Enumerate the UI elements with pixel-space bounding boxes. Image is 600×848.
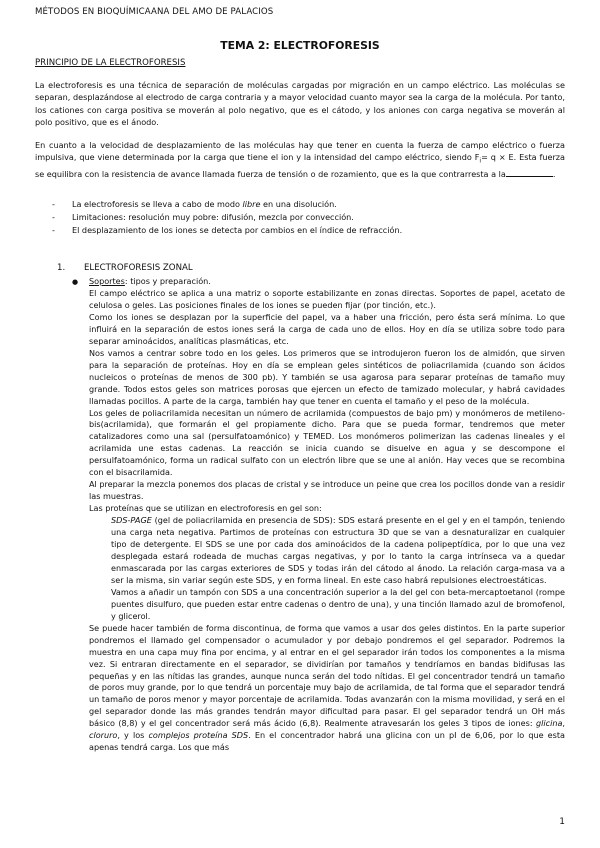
section-heading: PRINCIPIO DE LA ELECTROFORESIS	[35, 58, 186, 68]
paragraph: Como los iones se desplazan por la superficie del papel, va a haber una fricción, pero ésta será mínima. Lo que influirá en la separación de estos iones será la carga de cada uno de ellos. Hoy en día se utiliza sobre todo para separar aminoácidos, analíticas plasmáticas, etc.	[89, 311, 565, 346]
intro-paragraph: La electroforesis es una técnica de separación de moléculas cargadas por migración en un campo eléctrico. Las moléculas se separan, desplazándose al electrodo de carga contraria y a mayor velocidad cuanto mayor sea la carga de la molécula. Por tanto, los cationes con carga positiva se moverán al polo negativo, que es el cátodo, y los aniones con carga negativa se moverán al polo positivo, que es el ánodo.	[35, 80, 565, 128]
body-text	[89, 288, 565, 754]
dash-list	[52, 198, 562, 238]
force-subscript: i	[479, 158, 482, 166]
bullet-icon: ●	[72, 278, 79, 286]
paragraph: Al preparar la mezcla ponemos dos placas de cristal y se introduce un peine que crea los pocillos donde van a residir las muestras.	[89, 479, 565, 502]
paragraph: Vamos a añadir un tampón con SDS a una concentración superior a la del gel con beta-mercaptoetanol (rompe puentes disulfuro, que pueden estar entre cadenas o dentro de una), y una tinción llamado azul de bromofenol, y glicerol.	[111, 586, 565, 621]
paragraph: Nos vamos a centrar sobre todo en los geles. Los primeros que se introdujeron fueron los de almidón, que sirven para la separación de proteínas. Hoy en día se emplean geles sintéticos de poliacrilamida (cuando son ácidos nucleicos o proteínas de menos de 300 pb). Y también se usa agarosa para separar proteínas de tamaño muy grande. Todos estos geles son matrices porosas que ejercen un efecto de tamizado molecular, y habrá cavidades llamadas pocillos. A parte de la carga, también hay que tener en cuenta el tamaño y el peso de la molécula.	[89, 347, 565, 406]
section-1-heading	[57, 263, 193, 273]
fill-in-blank	[506, 176, 553, 177]
paragraph-discontinuous: Se puede hacer también de forma discontinua, de forma que vamos a usar dos geles distintos. En la parte superior pondremos el llamado gel compensador o acumulador y por debajo pondremos el gel separador. Podremos la muestra en una capa muy fina por encima, y al entrar en el gel separador irán todos los componentes a la misma vez. Si entraran directamente en el separador, se dividirían por tamaños y tendríamos en bandas bidifusas las pequeñas y en las nítidas las grandes, aunque nunca serán del todo nítidas. El gel concentrador tendrá un tamaño de poros muy grande, por lo que tendrá un porcentaje muy bajo de acrilamida, de tal forma que el separador tendrá un tamaño de poros menor y mayor porcentaje de acrilamida. Todas avanzarán con la misma movilidad, y será en el gel separador donde las más grandes tendrán mayor dificultad para pasar. El gel separador tendrá un OH más básico (8,8) y el gel concentrador será más ácido (6,8). Realmente atravesarán los geles 3 tipos de iones: glicina, cloruro, y los complejos proteína SDS. En el concentrador habrá una glicina con un pI de 6,06, por lo que esta apenas tendrá carga. Los que más	[89, 622, 566, 753]
bullet-label: Soportes	[89, 276, 125, 286]
list-item: - La electroforesis se lleva a cabo de modo libre en una disolución.	[52, 198, 562, 211]
paragraph: El campo eléctrico se aplica a una matriz o soporte estabilizante en zonas directas. Soportes de papel, acetato de celulosa o geles. Las posiciones finales de los iones se pueden fijar (por tinción, etc.).	[89, 288, 565, 310]
bullet-soportes: ● Soportes: tipos y preparación.	[72, 276, 211, 286]
force-paragraph: En cuanto a la velocidad de desplazamiento de las moléculas hay que tener en cuenta la fuerza de campo eléctrico o fuerza impulsiva, que viene determinada por la carga que tiene el ion y la intensidad del campo eléctrico, siendo $F_i= q \times E$. Esta fuerza se equilibra con la resistencia de avance llamada fuerza de tensión o de rozamiento, que es la que contrarresta a la .	[35, 140, 565, 180]
paragraph: Los geles de poliacrilamida necesitan un número de acrilamida (compuestos de bajo pm) y monómeros de metileno-bis(acrilamida), que formarán el gel propiamente dicho. Para que se pueda formar, tendremos que meter catalizadores como una sal (persulfatoamónico) y TEMED. Los monómeros polimerizan las cadenas lineales y el acrilamida une estas cadenas. La reacción se inicia cuando se disuelve en agua y se descompone el persulfatoamónico, forma un radical sulfato con un electrón libre que se une al anión. Hay veces que se recombina con el bisacrilamida.	[89, 407, 565, 478]
paragraph: Las proteínas que se utilizan en electroforesis en gel son:	[89, 503, 322, 514]
page-title: TEMA 2: ELECTROFORESIS	[220, 39, 380, 52]
page-number: 1	[559, 817, 565, 827]
list-item: - Limitaciones: resolución muy pobre: difusión, mezcla por convección.	[52, 211, 562, 224]
section-number: 1.	[57, 263, 66, 273]
paragraph-sds-page: SDS-PAGE (gel de poliacrilamida en presencia de SDS): SDS estará presente en el gel y en el tampón, teniendo una carga neta negativa. Partimos de proteínas con estructura 3D que se van a desnaturalizar en cualquier tipo de detergente. El SDS se une por cada dos aminoácidos de la cadena polipeptídica, por lo que una vez desplegada estará rodeada de muchas cargas negativas, y por lo tanto la carga intrínseca va a quedar enmascarada por las cargas exteriores de SDS y todas irán del cátodo al ánodo. La relación carga-masa va a ser la misma, sin variar según este SDS, y en forma lineal. En este caso habrá repulsiones electroestáticas.	[111, 515, 565, 585]
page-header: MÉTODOS EN BIOQUÍMICAANA DEL AMO DE PALACIOS	[35, 7, 274, 17]
list-item: - El desplazamiento de los iones se detecta por cambios en el índice de refracción.	[52, 224, 562, 237]
section-title: ELECTROFORESIS ZONAL	[84, 263, 193, 273]
